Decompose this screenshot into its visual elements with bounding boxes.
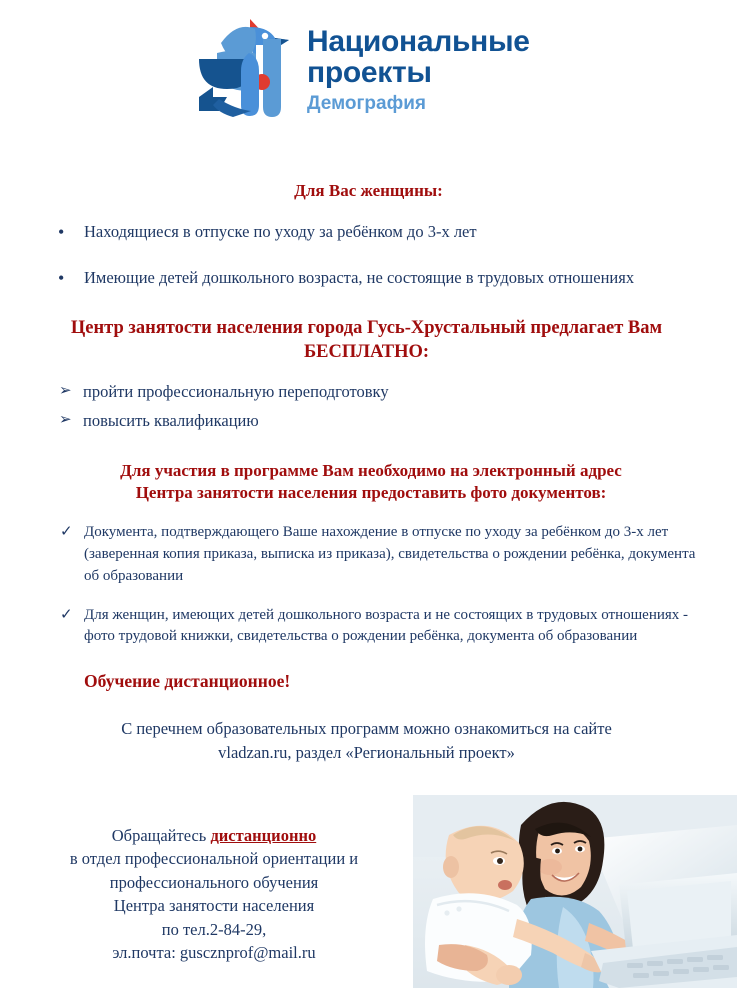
arrow-bullet-icon: ➢ xyxy=(59,412,72,429)
contact-block xyxy=(24,824,404,965)
list-item xyxy=(56,266,691,290)
free-offer-heading-line1: Центр занятости населения города Гусь-Хрустальный предлагает Вам xyxy=(70,317,663,338)
contact-line-1 xyxy=(24,824,404,847)
list-item xyxy=(58,380,691,404)
list-item-text: Документа, подтверждающего Ваше нахождение в отпуске по уходу за ребёнком до 3-х лет (заверенная копия приказа, выписка из приказа), свидетельства о рождении ребёнка, документа об образовании xyxy=(84,523,696,584)
contact-line-2: в отдел профессиональной ориентации и xyxy=(69,849,359,869)
flyer-content xyxy=(0,150,737,765)
free-offer-heading xyxy=(38,317,695,364)
list-item-text: Для женщин, имеющих детей дошкольного возраста и не состоящих в трудовых отношениях - фото трудовой книжки, свидетельства о рождении ребёнка, документа об образовании xyxy=(84,606,689,645)
logo-title-line2: проекты xyxy=(307,56,432,89)
documents-heading-line2: Центра занятости населения предоставить фото документов: xyxy=(135,483,607,503)
brand-logo xyxy=(193,8,573,130)
list-item-text: Находящиеся в отпуске по уходу за ребёнком до 3-х лет xyxy=(84,221,477,241)
documents-heading-line1: Для участия в программе Вам необходимо на электронный адрес xyxy=(120,461,622,481)
site-note-line2: vladzan.ru, раздел «Региональный проект» xyxy=(218,742,515,762)
contact-phone: по тел.2-84-29, xyxy=(161,919,267,939)
mother-and-baby-photo xyxy=(413,795,737,988)
footer xyxy=(0,812,737,988)
logo-title-line1: Национальные xyxy=(307,25,530,58)
logo-subtitle: Демография xyxy=(307,93,426,114)
site-note xyxy=(48,717,685,765)
disc-bullet-icon: • xyxy=(58,267,65,288)
list-item-text: Имеющие детей дошкольного возраста, не состоящие в трудовых отношениях xyxy=(84,267,635,287)
distance-learning-heading: Обучение дистанционное! xyxy=(84,671,291,692)
brand-logo-text xyxy=(307,25,530,113)
check-bullet-icon: ✓ xyxy=(60,523,73,540)
list-item xyxy=(58,409,691,433)
contact-line-1-prefix: Обращайтесь xyxy=(111,826,211,845)
women-heading: Для Вас женщины: xyxy=(294,181,443,200)
contact-highlight-remote: дистанционно xyxy=(210,826,317,845)
list-item xyxy=(56,220,691,244)
contact-line-4: Центра занятости населения xyxy=(113,896,315,916)
free-offer-list xyxy=(58,380,691,433)
list-item-text: пройти профессиональную переподготовку xyxy=(83,382,389,402)
contact-email: эл.почта: guscznprof@mail.ru xyxy=(112,943,316,963)
disc-bullet-icon: • xyxy=(58,221,65,242)
arrow-bullet-icon: ➢ xyxy=(59,383,72,400)
check-bullet-icon: ✓ xyxy=(60,606,73,623)
dove-bird-logo xyxy=(193,13,297,125)
site-note-line1: С перечнем образовательных программ можно ознакомиться на сайте xyxy=(121,718,612,738)
documents-heading xyxy=(60,460,682,504)
free-offer-heading-line2: БЕСПЛАТНО: xyxy=(303,341,430,362)
list-item xyxy=(58,522,701,588)
list-item xyxy=(58,605,701,649)
contact-line-3: профессионального обучения xyxy=(109,872,319,892)
women-list xyxy=(56,220,691,290)
list-item-text: повысить квалификацию xyxy=(83,411,259,431)
documents-list xyxy=(58,522,701,648)
